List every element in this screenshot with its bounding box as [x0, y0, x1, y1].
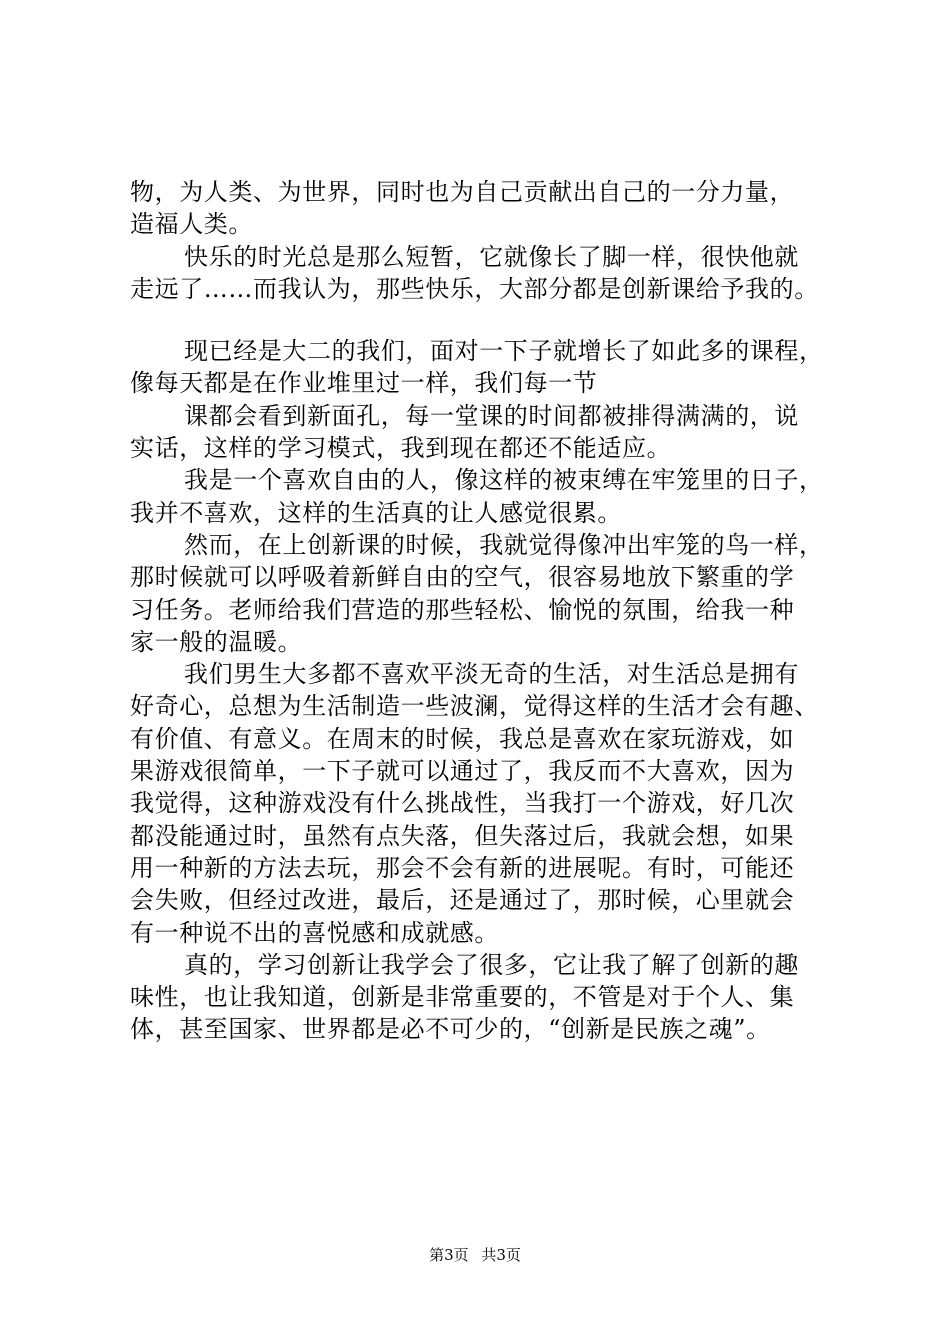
paragraph: [130, 529, 855, 658]
text-line: 然而，在上创新课的时候，我就觉得像冲出牢笼的鸟一样，: [184, 530, 824, 559]
text-line: 有价值、有意义。在周末的时候，我总是喜欢在家玩游戏，如: [130, 724, 795, 753]
text-line: 我并不喜欢，这样的生活真的让人感觉很累。: [130, 498, 622, 527]
text-line: 课都会看到新面孔，每一堂课的时间都被排得满满的，说: [184, 401, 799, 430]
text-line: 实话，这样的学习模式，我到现在都还不能适应。: [130, 434, 672, 463]
page-number: 第3页: [429, 1246, 469, 1264]
text-line: 用一种新的方法去玩，那会不会有新的进展呢。有时，可能还: [130, 853, 795, 882]
paragraph: [130, 658, 855, 949]
text-line: 我们男生大多都不喜欢平淡无奇的生活，对生活总是拥有: [184, 660, 799, 689]
paragraph: [130, 176, 855, 241]
text-line: 那时候就可以呼吸着新鲜自由的空气，很容易地放下繁重的学: [130, 563, 795, 592]
text-line: 物，为人类、为世界，同时也为自己贡献出自己的一分力量，: [130, 178, 795, 206]
text-line: 造福人类。: [130, 210, 253, 239]
text-line: 家一般的温暖。: [130, 627, 303, 656]
text-line: 果游戏很简单，一下子就可以通过了，我反而不大喜欢，因为: [130, 757, 795, 786]
text-line: 都没能通过时，虽然有点失落，但失落过后，我就会想，如果: [130, 821, 795, 850]
text-line: 我是一个喜欢自由的人，像这样的被束缚在牢笼里的日子，: [184, 466, 824, 495]
text-line: 有一种说不出的喜悦感和成就感。: [130, 918, 499, 947]
page-total: 共3页: [481, 1246, 521, 1264]
document-body: [130, 176, 855, 1046]
text-line: 体，甚至国家、世界都是必不可少的，“创新是民族之魂”。: [130, 1015, 771, 1044]
text-line: 像每天都是在作业堆里过一样，我们每一节: [130, 369, 598, 398]
text-line: 好奇心，总想为生活制造一些波澜，觉得这样的生活才会有趣、: [130, 692, 819, 721]
text-line: 习任务。老师给我们营造的那些轻松、愉悦的氛围，给我一种: [130, 595, 795, 624]
paragraph: [130, 464, 855, 529]
text-line: 走远了……而我认为，那些快乐，大部分都是创新课给予我的。: [130, 274, 819, 303]
text-line: 味性，也让我知道，创新是非常重要的，不管是对于个人、集: [130, 983, 795, 1012]
text-line: 现已经是大二的我们，面对一下子就增长了如此多的课程，: [184, 337, 824, 366]
page-footer: [0, 1245, 950, 1265]
text-line: 真的，学习创新让我学会了很多，它让我了解了创新的趣: [184, 950, 799, 979]
paragraph: [130, 335, 855, 400]
paragraph-gap: [130, 305, 855, 335]
text-line: 我觉得，这种游戏没有什么挑战性，当我打一个游戏，好几次: [130, 789, 795, 818]
text-line: 快乐的时光总是那么短暂，它就像长了脚一样，很快他就: [184, 242, 799, 271]
text-line: 会失败，但经过改进，最后，还是通过了，那时候，心里就会: [130, 886, 795, 915]
paragraph: [130, 400, 855, 465]
paragraph: [130, 949, 855, 1046]
paragraph: [130, 241, 855, 306]
